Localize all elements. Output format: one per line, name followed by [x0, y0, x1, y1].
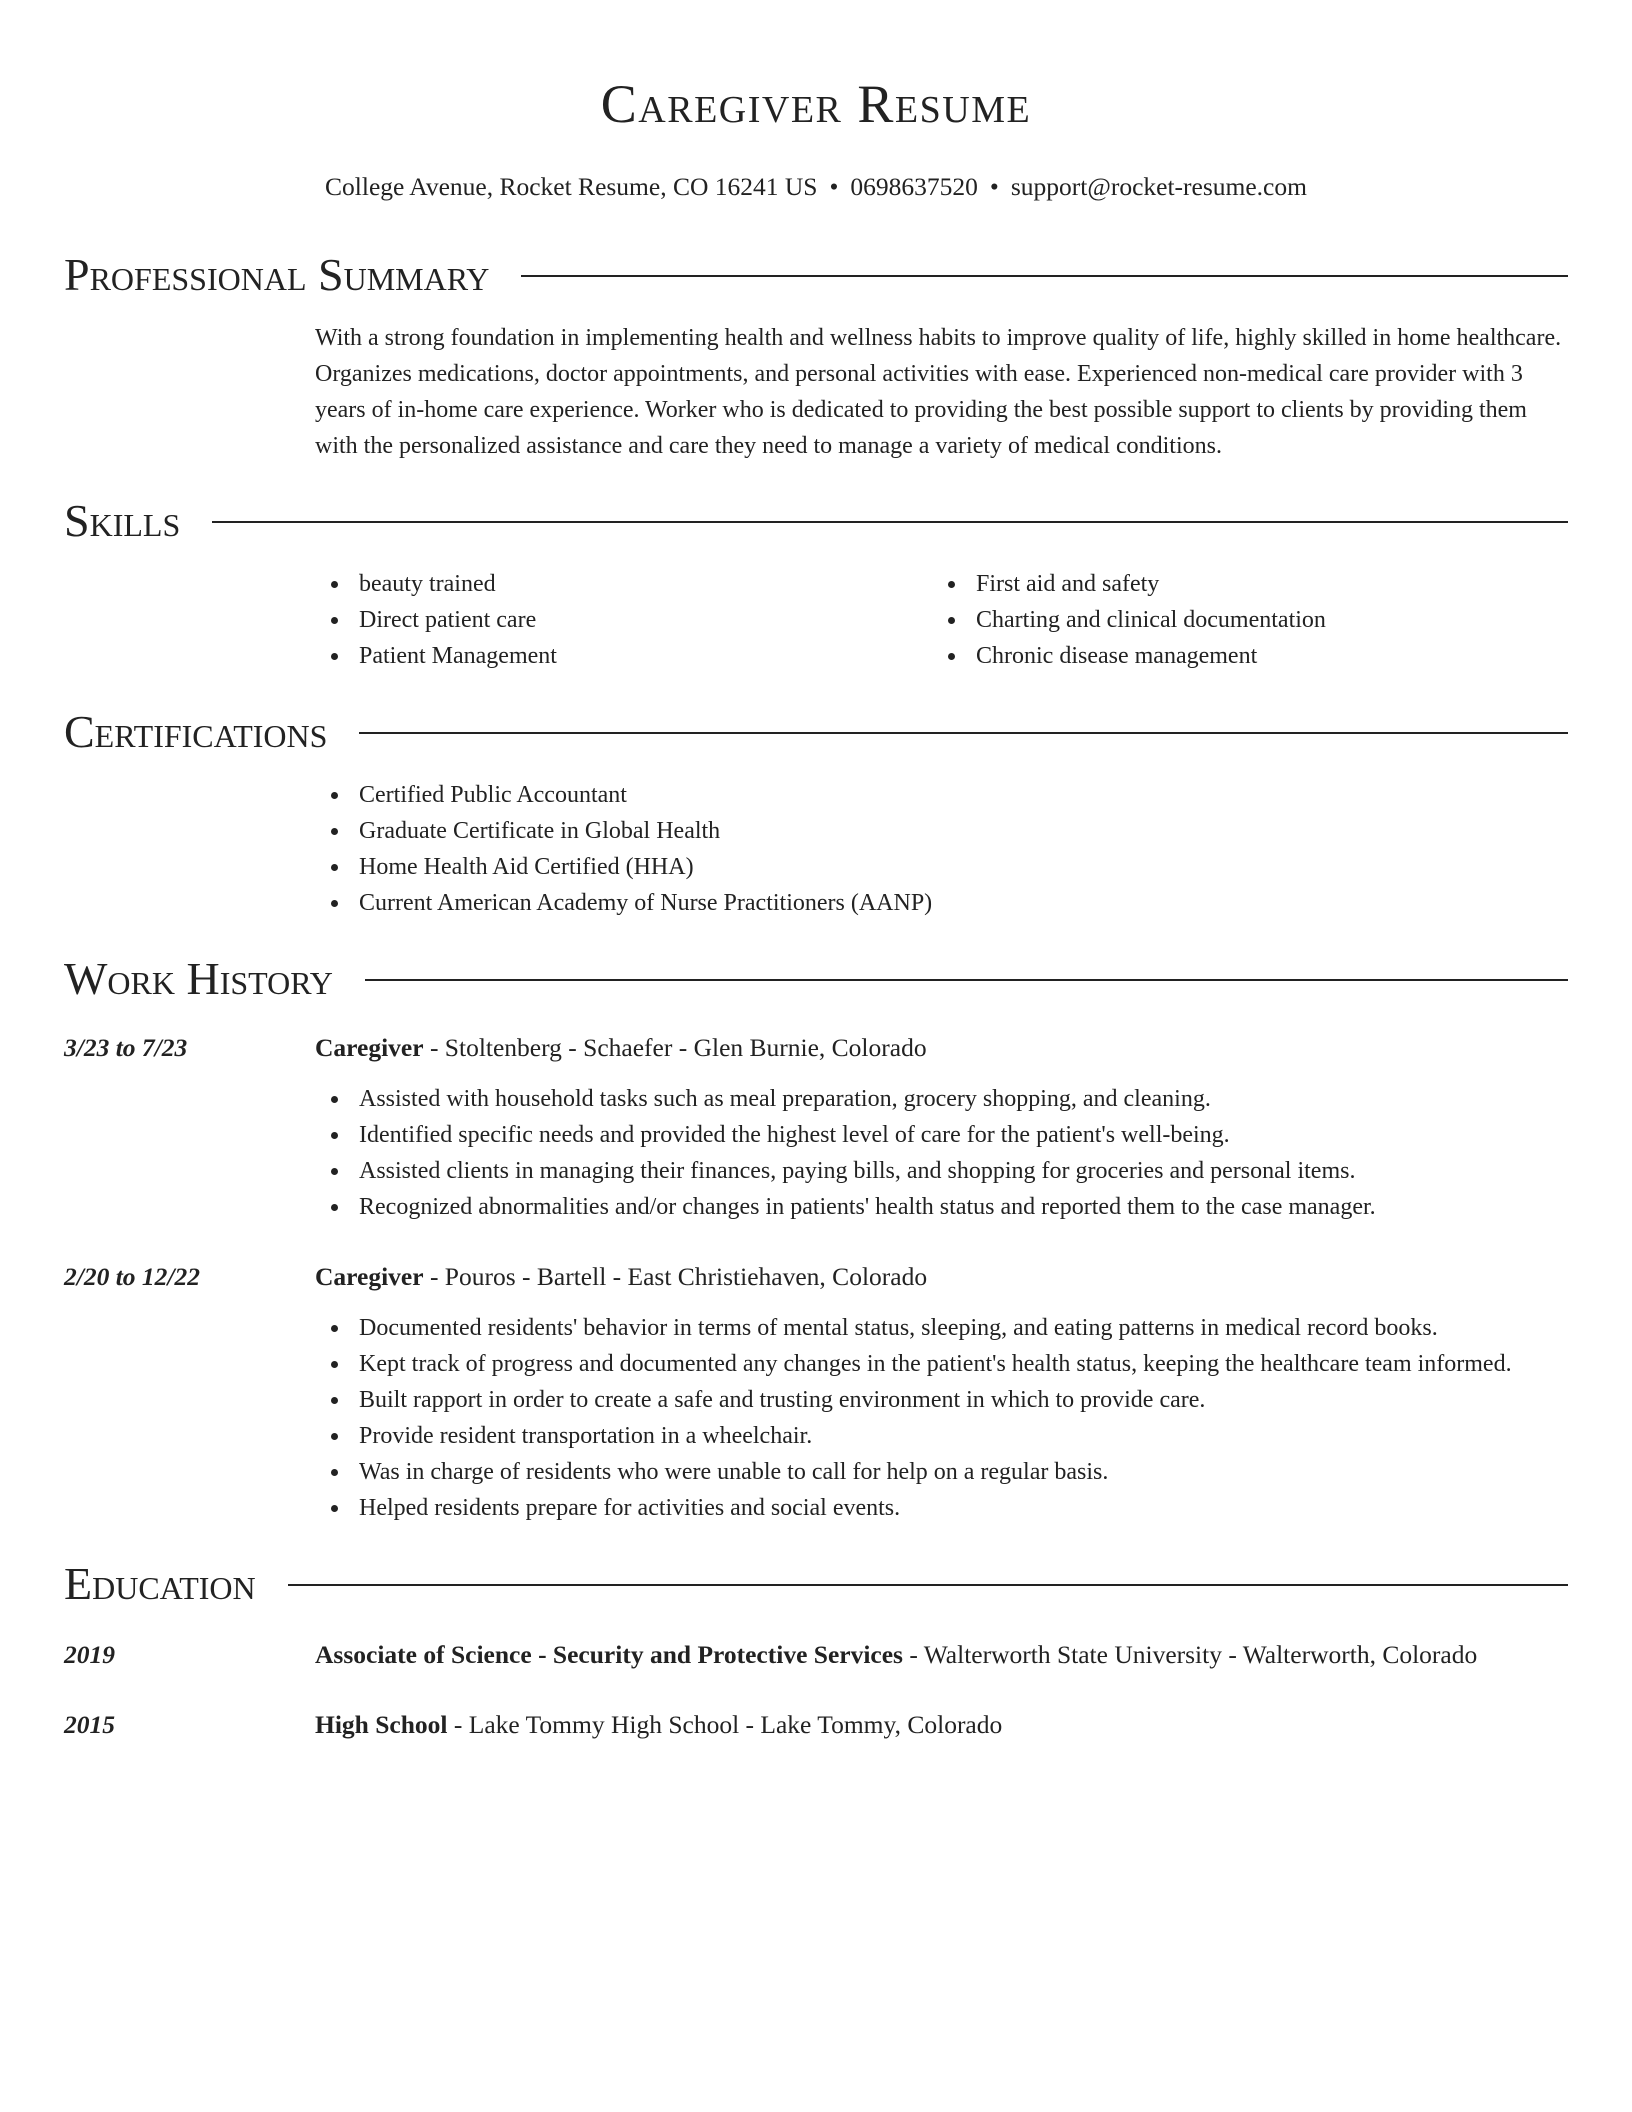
work-body	[315, 1030, 1568, 1225]
summary-paragraph: With a strong foundation in implementing health and wellness habits to improve quality of life, highly skilled in home healthcare. Organizes medications, doctor appointments, and personal activities with ease. Experienced non-medical care provider with 3 years of in-home care experience. Worker who is dedicated to providing the best possible support to clients by providing them with the personalized assistance and care they need to manage a variety of medical conditions.	[315, 325, 1562, 459]
bullet-icon	[331, 653, 338, 660]
education-headline	[315, 1707, 1568, 1743]
bullet-icon	[331, 581, 338, 588]
education-year: 2015	[64, 1710, 115, 1739]
work-bullet-text: Assisted clients in managing their finances, paying bills, and shopping for groceries and personal items.	[359, 1158, 1356, 1184]
bullet-icon	[948, 617, 955, 624]
work-body	[315, 1259, 1568, 1526]
skill-item	[932, 602, 1549, 638]
skill-item	[315, 638, 932, 674]
certifications-block	[315, 777, 1568, 921]
certification-item	[315, 777, 1568, 813]
work-bullet	[315, 1153, 1568, 1189]
skills-list	[315, 566, 932, 674]
education-body	[315, 1707, 1568, 1743]
certifications-list	[315, 777, 1568, 921]
work-bullets	[315, 1310, 1568, 1526]
education-entry	[64, 1637, 1568, 1673]
bullet-icon	[331, 1168, 338, 1175]
bullet-icon	[331, 1505, 338, 1512]
work-bullet-text: Identified specific needs and provided the highest level of care for the patient's well-being.	[359, 1122, 1230, 1148]
bullet-icon	[331, 1469, 338, 1476]
work-bullet-text: Kept track of progress and documented any changes in the patient's health status, keeping the healthcare team informed.	[359, 1351, 1512, 1377]
bullet-icon	[331, 1325, 338, 1332]
work-bullet-text: Helped residents prepare for activities and social events.	[359, 1495, 901, 1521]
skill-item	[932, 638, 1549, 674]
work-bullet-text: Provide resident transportation in a wheelchair.	[359, 1423, 813, 1449]
job-details: - Stoltenberg - Schaefer - Glen Burnie, Colorado	[423, 1033, 927, 1062]
work-bullet	[315, 1310, 1568, 1346]
work-headline	[315, 1259, 1568, 1295]
skill-text: Charting and clinical documentation	[976, 607, 1326, 633]
bullet-icon	[331, 828, 338, 835]
skill-text: Chronic disease management	[976, 643, 1258, 669]
skill-item	[932, 566, 1549, 602]
work-bullet	[315, 1490, 1568, 1526]
skill-item	[315, 602, 932, 638]
contact-separator: •	[829, 172, 839, 201]
bullet-icon	[331, 1361, 338, 1368]
section-heading-education	[64, 1553, 1568, 1615]
work-bullet	[315, 1418, 1568, 1454]
work-headline	[315, 1030, 1568, 1066]
section-title: Education	[64, 1558, 256, 1609]
education-headline	[315, 1637, 1568, 1673]
work-bullet	[315, 1382, 1568, 1418]
bullet-icon	[331, 1132, 338, 1139]
contact-line	[64, 170, 1568, 204]
work-entry	[64, 1259, 1568, 1526]
work-bullet	[315, 1081, 1568, 1117]
contact-phone: 0698637520	[850, 172, 978, 201]
section-divider	[288, 1584, 1568, 1586]
bullet-icon	[331, 1096, 338, 1103]
section-heading-certifications	[64, 701, 1568, 763]
section-divider	[212, 521, 1568, 523]
work-bullet-text: Built rapport in order to create a safe and trusting environment in which to provide care.	[359, 1387, 1206, 1413]
certification-text: Home Health Aid Certified (HHA)	[359, 854, 694, 880]
section-heading-skills	[64, 490, 1568, 552]
skills-column-right	[932, 566, 1549, 674]
degree-title: Associate of Science - Security and Protective Services	[315, 1640, 903, 1669]
work-bullet-text: Assisted with household tasks such as meal preparation, grocery shopping, and cleaning.	[359, 1086, 1211, 1112]
work-bullet	[315, 1454, 1568, 1490]
bullet-icon	[331, 1204, 338, 1211]
section-title: Certifications	[64, 706, 328, 757]
bullet-icon	[331, 617, 338, 624]
skill-text: beauty trained	[359, 571, 496, 597]
education-body	[315, 1637, 1568, 1673]
skill-text: Patient Management	[359, 643, 557, 669]
section-heading-summary	[64, 244, 1568, 306]
bullet-icon	[948, 581, 955, 588]
work-dates: 2/20 to 12/22	[64, 1262, 201, 1291]
bullet-icon	[331, 1397, 338, 1404]
work-bullets	[315, 1081, 1568, 1225]
work-dates: 3/23 to 7/23	[64, 1033, 188, 1062]
job-title: Caregiver	[315, 1033, 424, 1062]
section-title: Skills	[64, 495, 181, 546]
education-year: 2019	[64, 1640, 115, 1669]
work-bullet-text: Documented residents' behavior in terms of mental status, sleeping, and eating patterns in medical record books.	[359, 1315, 1438, 1341]
school-details: - Lake Tommy High School - Lake Tommy, Colorado	[447, 1710, 1003, 1739]
certification-text: Graduate Certificate in Global Health	[359, 818, 721, 844]
work-bullet	[315, 1117, 1568, 1153]
skill-item	[315, 566, 932, 602]
bullet-icon	[948, 653, 955, 660]
skills-list	[932, 566, 1549, 674]
education-entry	[64, 1707, 1568, 1743]
work-bullet-text: Recognized abnormalities and/or changes in patients' health status and reported them to the case manager.	[359, 1194, 1376, 1220]
certification-item	[315, 885, 1568, 921]
section-title: Professional Summary	[64, 249, 490, 300]
section-divider	[521, 275, 1568, 277]
section-title: Work History	[64, 953, 333, 1004]
job-title: Caregiver	[315, 1262, 424, 1291]
work-entry	[64, 1030, 1568, 1225]
section-divider	[359, 732, 1568, 734]
certification-text: Current American Academy of Nurse Practitioners (AANP)	[359, 890, 933, 916]
certification-item	[315, 849, 1568, 885]
bullet-icon	[331, 792, 338, 799]
resume-title: Caregiver Resume	[600, 74, 1032, 134]
certification-item	[315, 813, 1568, 849]
certification-text: Certified Public Accountant	[359, 782, 627, 808]
section-divider	[365, 979, 1568, 981]
work-bullet	[315, 1346, 1568, 1382]
skills-grid	[315, 566, 1568, 674]
contact-email: support@rocket-resume.com	[1010, 172, 1307, 201]
section-heading-work-history	[64, 948, 1568, 1010]
contact-separator: •	[989, 172, 999, 201]
bullet-icon	[331, 900, 338, 907]
degree-title: High School	[315, 1710, 448, 1739]
work-bullet-text: Was in charge of residents who were unable to call for help on a regular basis.	[359, 1459, 1109, 1485]
work-bullet	[315, 1189, 1568, 1225]
contact-address: College Avenue, Rocket Resume, CO 16241 US	[325, 172, 818, 201]
job-details: - Pouros - Bartell - East Christiehaven, Colorado	[423, 1262, 928, 1291]
skills-column-left	[315, 566, 932, 674]
skill-text: Direct patient care	[359, 607, 537, 633]
bullet-icon	[331, 864, 338, 871]
skill-text: First aid and safety	[976, 571, 1160, 597]
school-details: - Walterworth State University - Walterworth, Colorado	[902, 1640, 1478, 1669]
bullet-icon	[331, 1433, 338, 1440]
